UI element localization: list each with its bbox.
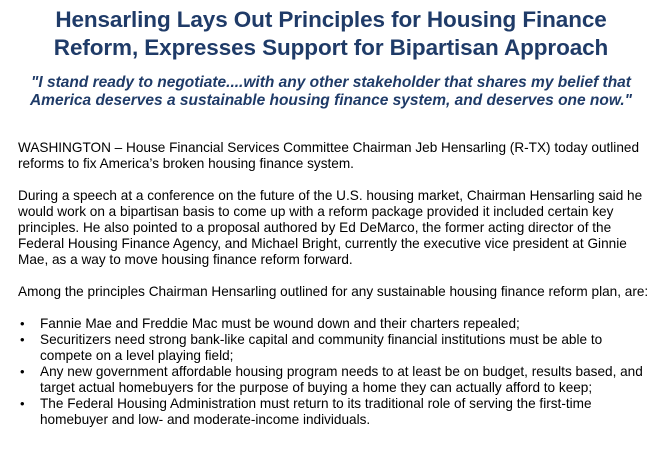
pull-quote-line-1: "I stand ready to negotiate....with any other stakeholder that shares my belief that (31, 74, 631, 91)
list-item (18, 364, 650, 396)
list-item-text: Fannie Mae and Freddie Mac must be wound down and their charters repealed; (40, 316, 520, 331)
list-item (18, 396, 650, 428)
headline-line-1: Hensarling Lays Out Principles for Housing Finance (55, 7, 607, 32)
list-item (18, 316, 650, 332)
bullet-icon: • (20, 364, 25, 379)
headline-line-2: Reform, Expresses Support for Bipartisan Approach (53, 35, 609, 60)
pull-quote (0, 74, 662, 110)
article-body (18, 140, 650, 428)
list-item-text: Securitizers need strong bank-like capital and community financial institutions must be able to compete on a level playing field; (40, 332, 603, 363)
bullet-icon: • (20, 396, 25, 411)
headline (0, 6, 662, 62)
list-item-text: Any new government affordable housing program needs to at least be on budget, results based, and target actual homebuyers for the purpose of buying a home they can actually afford to keep; (40, 364, 643, 395)
list-item (18, 332, 650, 364)
pull-quote-line-2: America deserves a sustainable housing finance system, and deserves one now." (29, 92, 633, 109)
paragraph-principles-intro: Among the principles Chairman Hensarling outlined for any sustainable housing finance reform plan, are: (18, 284, 649, 299)
list-item-text: The Federal Housing Administration must return to its traditional role of serving the first-time homebuyer and low- and moderate-income individuals. (40, 396, 592, 427)
paragraph-dateline: WASHINGTON – House Financial Services Committee Chairman Jeb Hensarling (R-TX) today outlined reforms to fix America’s broken housing finance system. (18, 140, 640, 171)
principles-list (18, 316, 650, 428)
bullet-icon: • (20, 332, 25, 347)
bullet-icon: • (20, 316, 25, 331)
paragraph-speech: During a speech at a conference on the future of the U.S. housing market, Chairman Hensarling said he would work on a bipartisan basis to come up with a reform package provided it included certain key principles. He also pointed to a proposal authored by Ed DeMarco, the former acting director of the Federal Housing Finance Agency, and Michael Bright, currently the executive vice president at Ginnie Mae, as a way to move housing finance reform forward. (18, 188, 643, 267)
